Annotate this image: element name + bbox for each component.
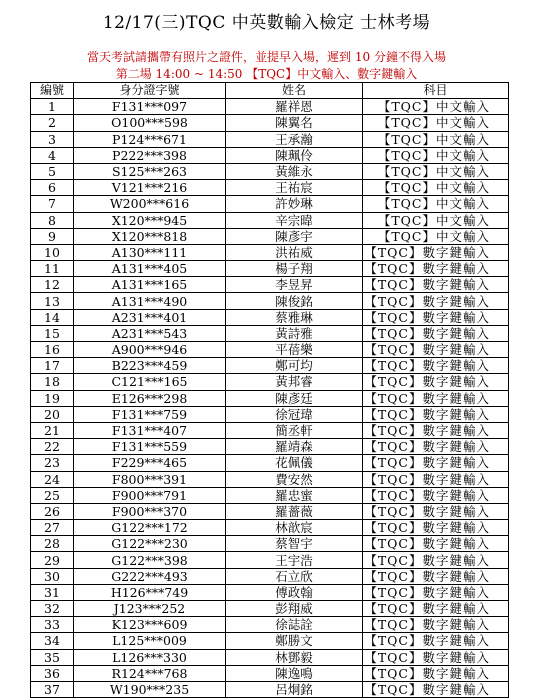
- cell-subject: 【TQC】數字鍵輸入: [363, 665, 509, 681]
- cell-subject: 【TQC】數字鍵輸入: [363, 261, 509, 277]
- cell-number: 10: [31, 244, 74, 260]
- cell-subject: 【TQC】數字鍵輸入: [363, 342, 509, 358]
- cell-name: 羅忠蜜: [226, 487, 363, 503]
- cell-name: 蔡智宇: [226, 536, 363, 552]
- cell-id: F131***097: [74, 99, 226, 115]
- cell-subject: 【TQC】中文輸入: [363, 147, 509, 163]
- cell-number: 15: [31, 325, 74, 341]
- cell-id: F800***391: [74, 471, 226, 487]
- table-row: [31, 293, 509, 309]
- cell-number: 30: [31, 568, 74, 584]
- table-row: [31, 536, 509, 552]
- cell-id: E126***298: [74, 390, 226, 406]
- header-id: 身分證字號: [74, 83, 226, 99]
- table-row: [31, 471, 509, 487]
- cell-name: 平蓓樂: [226, 342, 363, 358]
- cell-number: 29: [31, 552, 74, 568]
- cell-name: 鄭可均: [226, 358, 363, 374]
- cell-number: 31: [31, 584, 74, 600]
- cell-name: 費安然: [226, 471, 363, 487]
- table-row: [31, 309, 509, 325]
- cell-name: 羅靖森: [226, 439, 363, 455]
- cell-name: 黃詩雅: [226, 325, 363, 341]
- table-row: [31, 439, 509, 455]
- cell-subject: 【TQC】數字鍵輸入: [363, 681, 509, 697]
- session-info: 第二場 14:00 ~ 14:50 【TQC】中文輸入、數字鍵輸入: [115, 67, 418, 81]
- cell-number: 28: [31, 536, 74, 552]
- table-row: [31, 552, 509, 568]
- cell-id: K123***609: [74, 617, 226, 633]
- cell-id: A231***543: [74, 325, 226, 341]
- cell-id: G122***398: [74, 552, 226, 568]
- cell-name: 李昱昇: [226, 277, 363, 293]
- cell-name: 黃邦睿: [226, 374, 363, 390]
- cell-number: 3: [31, 131, 74, 147]
- cell-name: 王祐宸: [226, 180, 363, 196]
- cell-subject: 【TQC】中文輸入: [363, 99, 509, 115]
- cell-subject: 【TQC】數字鍵輸入: [363, 536, 509, 552]
- cell-id: A131***490: [74, 293, 226, 309]
- cell-number: 21: [31, 422, 74, 438]
- cell-id: A231***401: [74, 309, 226, 325]
- table-row: [31, 617, 509, 633]
- table-row: [31, 520, 509, 536]
- table-row: [31, 228, 509, 244]
- cell-subject: 【TQC】中文輸入: [363, 180, 509, 196]
- cell-subject: 【TQC】數字鍵輸入: [363, 374, 509, 390]
- cell-id: F229***465: [74, 455, 226, 471]
- cell-id: P124***671: [74, 131, 226, 147]
- header-name: 姓名: [226, 83, 363, 99]
- cell-subject: 【TQC】數字鍵輸入: [363, 487, 509, 503]
- table-row: [31, 665, 509, 681]
- table-row: [31, 681, 509, 697]
- table-body: [31, 99, 509, 698]
- cell-number: 1: [31, 99, 74, 115]
- cell-id: A131***405: [74, 261, 226, 277]
- cell-subject: 【TQC】數字鍵輸入: [363, 633, 509, 649]
- table-row: [31, 568, 509, 584]
- cell-number: 7: [31, 196, 74, 212]
- cell-number: 24: [31, 471, 74, 487]
- table-row: [31, 390, 509, 406]
- table-row: [31, 147, 509, 163]
- cell-name: 許妙琳: [226, 196, 363, 212]
- cell-subject: 【TQC】數字鍵輸入: [363, 520, 509, 536]
- cell-number: 17: [31, 358, 74, 374]
- table-row: [31, 342, 509, 358]
- table-row: [31, 99, 509, 115]
- page-title: 12/17(三)TQC 中英數輸入檢定 士林考場: [102, 13, 431, 33]
- cell-number: 11: [31, 261, 74, 277]
- cell-number: 20: [31, 406, 74, 422]
- table-row: [31, 633, 509, 649]
- cell-number: 26: [31, 503, 74, 519]
- cell-number: 33: [31, 617, 74, 633]
- table-row: [31, 244, 509, 260]
- cell-name: 羅祥恩: [226, 99, 363, 115]
- cell-id: G122***230: [74, 536, 226, 552]
- cell-id: F131***759: [74, 406, 226, 422]
- table-row: [31, 374, 509, 390]
- cell-number: 2: [31, 115, 74, 131]
- cell-id: P222***398: [74, 147, 226, 163]
- table-row: [31, 163, 509, 179]
- table-row: [31, 601, 509, 617]
- cell-number: 18: [31, 374, 74, 390]
- cell-subject: 【TQC】數字鍵輸入: [363, 309, 509, 325]
- cell-name: 陳彥廷: [226, 390, 363, 406]
- cell-subject: 【TQC】中文輸入: [363, 228, 509, 244]
- cell-id: W190***235: [74, 681, 226, 697]
- cell-subject: 【TQC】數字鍵輸入: [363, 390, 509, 406]
- cell-name: 陳翼名: [226, 115, 363, 131]
- cell-subject: 【TQC】數字鍵輸入: [363, 601, 509, 617]
- cell-id: F900***370: [74, 503, 226, 519]
- cell-name: 蔡雅琳: [226, 309, 363, 325]
- cell-name: 石立欣: [226, 568, 363, 584]
- cell-number: 6: [31, 180, 74, 196]
- cell-subject: 【TQC】數字鍵輸入: [363, 422, 509, 438]
- cell-name: 傅政翰: [226, 584, 363, 600]
- cell-id: C121***165: [74, 374, 226, 390]
- cell-number: 37: [31, 681, 74, 697]
- cell-id: X120***818: [74, 228, 226, 244]
- cell-id: L126***330: [74, 649, 226, 665]
- cell-name: 簡丞軒: [226, 422, 363, 438]
- cell-number: 8: [31, 212, 74, 228]
- cell-number: 13: [31, 293, 74, 309]
- cell-id: G122***172: [74, 520, 226, 536]
- table-row: [31, 180, 509, 196]
- table-row: [31, 455, 509, 471]
- cell-number: 25: [31, 487, 74, 503]
- cell-subject: 【TQC】數字鍵輸入: [363, 568, 509, 584]
- cell-name: 林歆宸: [226, 520, 363, 536]
- cell-number: 27: [31, 520, 74, 536]
- cell-subject: 【TQC】數字鍵輸入: [363, 293, 509, 309]
- cell-name: 陳俊銘: [226, 293, 363, 309]
- cell-subject: 【TQC】數字鍵輸入: [363, 503, 509, 519]
- cell-number: 9: [31, 228, 74, 244]
- cell-subject: 【TQC】數字鍵輸入: [363, 471, 509, 487]
- cell-id: F900***791: [74, 487, 226, 503]
- cell-id: A131***165: [74, 277, 226, 293]
- cell-subject: 【TQC】數字鍵輸入: [363, 406, 509, 422]
- cell-name: 呂炯銘: [226, 681, 363, 697]
- cell-name: 花佩儀: [226, 455, 363, 471]
- cell-number: 22: [31, 439, 74, 455]
- table-row: [31, 131, 509, 147]
- table-row: [31, 487, 509, 503]
- cell-subject: 【TQC】數字鍵輸入: [363, 584, 509, 600]
- cell-name: 黃維永: [226, 163, 363, 179]
- cell-id: O100***598: [74, 115, 226, 131]
- cell-subject: 【TQC】數字鍵輸入: [363, 455, 509, 471]
- cell-subject: 【TQC】數字鍵輸入: [363, 244, 509, 260]
- table-row: [31, 649, 509, 665]
- cell-subject: 【TQC】數字鍵輸入: [363, 325, 509, 341]
- table-row: [31, 422, 509, 438]
- cell-id: A130***111: [74, 244, 226, 260]
- cell-subject: 【TQC】中文輸入: [363, 163, 509, 179]
- table-row: [31, 277, 509, 293]
- notice-text: 當天考試請攜帶有照片之證件，並提早入場，遲到 10 分鐘不得入場: [87, 50, 446, 64]
- cell-id: H126***749: [74, 584, 226, 600]
- table-row: [31, 261, 509, 277]
- table-row: [31, 358, 509, 374]
- cell-subject: 【TQC】中文輸入: [363, 196, 509, 212]
- cell-name: 洪祐威: [226, 244, 363, 260]
- cell-id: J123***252: [74, 601, 226, 617]
- cell-number: 4: [31, 147, 74, 163]
- cell-subject: 【TQC】數字鍵輸入: [363, 617, 509, 633]
- table-row: [31, 584, 509, 600]
- cell-id: V121***216: [74, 180, 226, 196]
- table-header-row: [31, 83, 509, 99]
- table-row: [31, 196, 509, 212]
- cell-name: 彭翔威: [226, 601, 363, 617]
- table-row: [31, 503, 509, 519]
- cell-id: X120***945: [74, 212, 226, 228]
- cell-name: 陳彥宇: [226, 228, 363, 244]
- cell-number: 14: [31, 309, 74, 325]
- table-row: [31, 212, 509, 228]
- cell-number: 23: [31, 455, 74, 471]
- cell-number: 32: [31, 601, 74, 617]
- cell-subject: 【TQC】數字鍵輸入: [363, 277, 509, 293]
- cell-subject: 【TQC】數字鍵輸入: [363, 552, 509, 568]
- table-row: [31, 115, 509, 131]
- cell-name: 徐冠瑋: [226, 406, 363, 422]
- table-row: [31, 406, 509, 422]
- header-number: 編號: [31, 83, 74, 99]
- cell-number: 5: [31, 163, 74, 179]
- cell-number: 36: [31, 665, 74, 681]
- cell-id: F131***559: [74, 439, 226, 455]
- cell-id: G222***493: [74, 568, 226, 584]
- cell-id: R124***768: [74, 665, 226, 681]
- candidate-table: [30, 82, 509, 698]
- cell-id: S125***263: [74, 163, 226, 179]
- cell-name: 王承瀚: [226, 131, 363, 147]
- cell-name: 陳珮伶: [226, 147, 363, 163]
- cell-number: 19: [31, 390, 74, 406]
- cell-number: 12: [31, 277, 74, 293]
- cell-name: 羅薔薇: [226, 503, 363, 519]
- cell-subject: 【TQC】中文輸入: [363, 115, 509, 131]
- header-subject: 科目: [363, 83, 509, 99]
- table-row: [31, 325, 509, 341]
- cell-subject: 【TQC】中文輸入: [363, 212, 509, 228]
- cell-number: 34: [31, 633, 74, 649]
- cell-name: 陳逸鳴: [226, 665, 363, 681]
- cell-name: 王宇浩: [226, 552, 363, 568]
- cell-number: 35: [31, 649, 74, 665]
- cell-name: 鄭勝文: [226, 633, 363, 649]
- cell-number: 16: [31, 342, 74, 358]
- cell-name: 辛宗暐: [226, 212, 363, 228]
- cell-name: 林鄧毅: [226, 649, 363, 665]
- cell-id: A900***946: [74, 342, 226, 358]
- cell-id: W200***616: [74, 196, 226, 212]
- cell-name: 徐誌詮: [226, 617, 363, 633]
- cell-id: F131***407: [74, 422, 226, 438]
- cell-name: 楊子翔: [226, 261, 363, 277]
- cell-subject: 【TQC】中文輸入: [363, 131, 509, 147]
- cell-subject: 【TQC】數字鍵輸入: [363, 649, 509, 665]
- cell-subject: 【TQC】數字鍵輸入: [363, 439, 509, 455]
- cell-id: B223***459: [74, 358, 226, 374]
- cell-subject: 【TQC】數字鍵輸入: [363, 358, 509, 374]
- cell-id: L125***009: [74, 633, 226, 649]
